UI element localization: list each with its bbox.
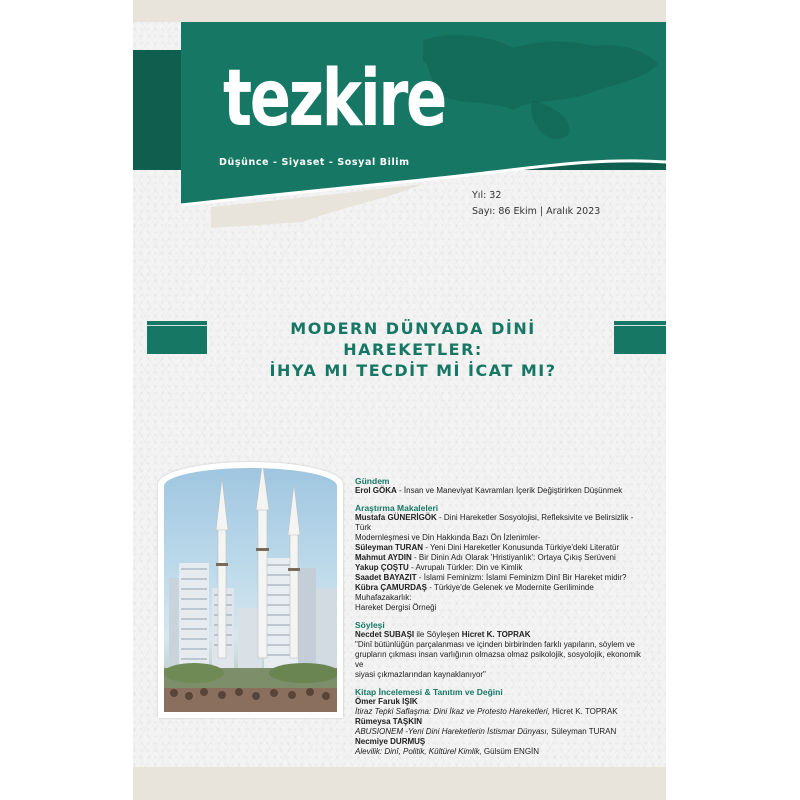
book-entry <box>355 707 645 717</box>
author-name: Mustafa GÜNERİGÖK <box>355 513 437 522</box>
book-entry <box>355 747 645 757</box>
table-of-contents <box>355 476 645 757</box>
interview-quote: siyasi çıkmazlarından kaynaklanıyor" <box>355 670 486 679</box>
author-name: Yakup ÇOŞTU <box>355 563 409 572</box>
tagline: Düşünce - Siyaset - Sosyal Bilim <box>219 157 410 168</box>
book-author: Gülsüm ENGİN <box>481 747 540 756</box>
mosque-skyline-image <box>164 468 337 712</box>
bottom-band <box>133 767 666 800</box>
separator: - <box>423 543 430 552</box>
article-title: Türkiye'de Gelenek ve Modernite Geriliminde Muhafazakarlık: <box>355 583 594 602</box>
joiner-text: ile Söyleşen <box>414 630 462 639</box>
book-author: Süleyman TURAN <box>548 727 617 736</box>
toc-entry <box>355 583 645 603</box>
toc-entry <box>355 543 645 553</box>
article-title: İnsan ve Maneviyat Kavramları İçerik Değiştirirken Düşünmek <box>403 486 623 495</box>
theme-bar-right <box>614 321 666 354</box>
theme-title-line2: İHYA MI TECDİT Mİ İCAT MI? <box>269 361 557 380</box>
theme-title <box>217 318 609 381</box>
issue-info <box>472 188 612 220</box>
article-title: Yeni Dini Hareketler Konusunda Türkiye'deki Literatür <box>429 543 620 552</box>
author-name: Saadet BAYAZIT <box>355 573 417 582</box>
toc-entry-cont: Hareket Dergisi Örneği <box>355 603 437 612</box>
reviewer-name <box>355 717 645 727</box>
author-name: Necmiye DURMUŞ <box>355 737 426 746</box>
separator: - <box>396 486 404 495</box>
article-title: Dini Hareketler Sosyolojisi, Refleksivite ve Belirsizlik -Türk <box>355 513 634 532</box>
magazine-logo: tezkire <box>223 54 445 144</box>
issue-number: Sayı: 86 Ekim | Aralık 2023 <box>472 206 601 217</box>
separator: - <box>436 513 444 522</box>
toc-entry <box>355 573 645 583</box>
cover-photo <box>164 468 337 712</box>
toc-entry <box>355 513 645 533</box>
theme-bar-left <box>147 321 207 354</box>
article-title: Avrupalı Türkler: Din ve Kimlik <box>415 563 523 572</box>
separator: - <box>416 573 424 582</box>
toc-entry-cont: Modernleşmesi ve Din Hakkında Bazı Ön İzlenimler- <box>355 533 541 542</box>
section-kitap-heading: Kitap İncelemesi & Tanıtım ve Değini <box>355 687 503 697</box>
section-gundem-heading: Gündem <box>355 476 390 486</box>
article-title: İslami Feminizm: İslami Feminizm Dinî Bir Hareket midir? <box>423 573 627 582</box>
author-name: Süleyman TURAN <box>355 543 424 552</box>
issue-year: Yıl: 32 <box>472 190 502 201</box>
book-title: Alevilik: Dinî, Politik, Kültürel Kimlik, <box>355 747 482 756</box>
magazine-cover <box>133 0 666 800</box>
toc-entry <box>355 486 645 496</box>
book-title: ABUSIONEM -Yeni Dini Hareketlerin İstismar Dünyası, <box>355 727 549 736</box>
separator: - <box>411 553 419 562</box>
toc-entry <box>355 553 645 563</box>
author-name: Mahmut AYDIN <box>355 553 412 562</box>
cover-photo-frame <box>158 462 343 718</box>
separator: - <box>427 583 434 592</box>
book-title: İtiraz Tepki Saflaşma: Dini İkaz ve Protesto Hareketleri, <box>355 707 550 716</box>
section-makaleler-heading: Araştırma Makaleleri <box>355 503 439 513</box>
author-name: Erol GÖKA <box>355 486 397 495</box>
author-name: Rümeysa TAŞKIN <box>355 717 422 726</box>
interview-quote: grupların çıkması insan varlığının olmazsa olmaz psikolojik, sosyolojik, ekonomik ve <box>355 650 641 669</box>
section-soylesi-heading: Söyleşi <box>355 620 385 630</box>
author-name: Kübra ÇAMURDAŞ <box>355 583 427 592</box>
book-author: Hicret K. TOPRAK <box>549 707 618 716</box>
toc-entry <box>355 563 645 573</box>
author-name: Ömer Faruk IŞIK <box>355 697 418 706</box>
theme-title-line1: MODERN DÜNYADA DİNİ HAREKETLER: <box>290 319 536 359</box>
interview-quote: "Dinî bütünlüğün parçalanması ve içinden birbirinden farklı yapıların, söylem ve <box>355 640 635 649</box>
author-name: Necdet SUBAŞI <box>355 630 415 639</box>
reviewer-name <box>355 737 645 747</box>
book-entry <box>355 727 645 737</box>
article-title: Bir Dinin Adı Olarak 'Hristiyanlık': Ortaya Çıkış Serüveni <box>418 553 616 562</box>
reviewer-name <box>355 697 645 707</box>
separator: - <box>408 563 416 572</box>
author-name: Hicret K. TOPRAK <box>461 630 531 639</box>
toc-entry <box>355 630 645 640</box>
